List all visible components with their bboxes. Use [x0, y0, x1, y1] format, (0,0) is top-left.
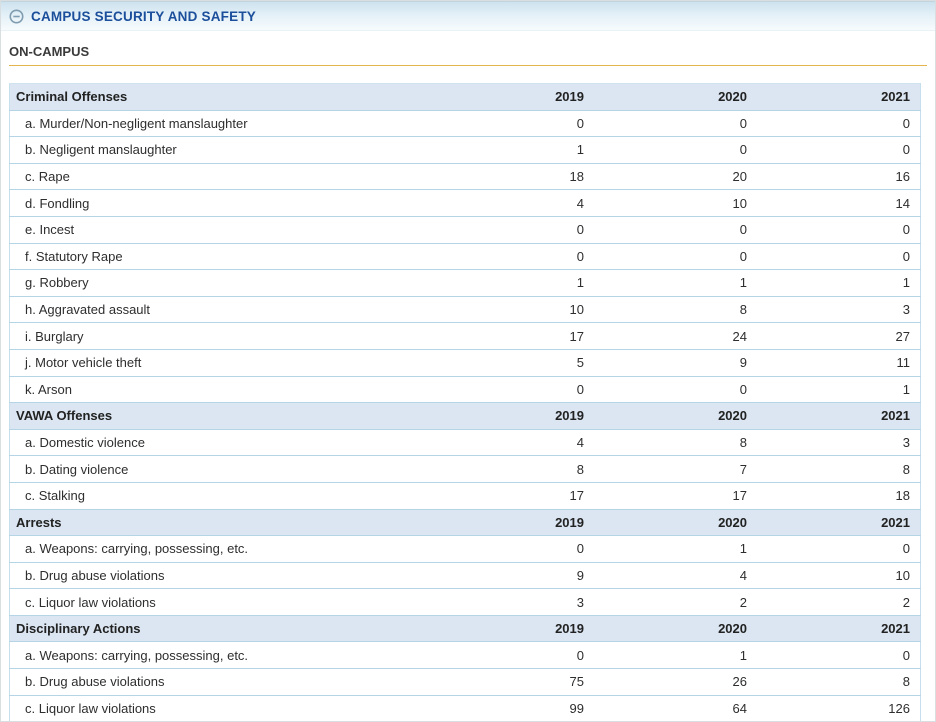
- row-label: b. Drug abuse violations: [25, 567, 165, 583]
- row-value: 8: [739, 302, 747, 318]
- table-row: [10, 429, 921, 456]
- collapse-minus-circle-icon[interactable]: [9, 9, 24, 24]
- row-label: c. Rape: [25, 169, 70, 185]
- table-row: [10, 562, 921, 589]
- row-value: 1: [576, 142, 584, 158]
- table-row: [10, 243, 921, 270]
- row-value: 18: [569, 169, 584, 185]
- row-value: 8: [902, 674, 910, 690]
- row-value: 2: [739, 594, 747, 610]
- row-label: j. Motor vehicle theft: [25, 355, 142, 371]
- row-value: 1: [739, 647, 747, 663]
- table-row: [10, 270, 921, 297]
- row-value: 0: [739, 222, 747, 238]
- row-value: 99: [569, 700, 584, 716]
- section-header-row: [10, 403, 921, 430]
- row-value: 10: [569, 302, 584, 318]
- table-row: [10, 376, 921, 403]
- row-label: f. Statutory Rape: [25, 248, 123, 264]
- row-value: 0: [902, 115, 910, 131]
- section-header-row: [10, 84, 921, 111]
- panel-title: CAMPUS SECURITY AND SAFETY: [31, 8, 256, 24]
- row-value: 3: [902, 302, 910, 318]
- table-row: [10, 695, 921, 722]
- row-value: 8: [902, 461, 910, 477]
- row-value: 0: [902, 142, 910, 158]
- year-column-header: 2020: [718, 89, 747, 105]
- table-row: [10, 669, 921, 696]
- row-label: h. Aggravated assault: [25, 302, 151, 318]
- row-value: 9: [739, 355, 747, 371]
- row-value: 0: [902, 541, 910, 557]
- campus-crime-table: [9, 83, 921, 722]
- table-row: [10, 323, 921, 350]
- row-value: 9: [576, 567, 584, 583]
- row-value: 0: [576, 647, 584, 663]
- table-row: [10, 163, 921, 190]
- section-title: Criminal Offenses: [16, 89, 128, 105]
- row-value: 27: [895, 328, 910, 344]
- row-value: 17: [569, 328, 584, 344]
- row-value: 4: [576, 195, 584, 211]
- section-title: VAWA Offenses: [16, 408, 113, 424]
- row-value: 5: [576, 355, 584, 371]
- row-label: k. Arson: [25, 381, 72, 397]
- row-value: 1: [739, 541, 747, 557]
- year-column-header: 2019: [555, 621, 584, 637]
- row-value: 0: [902, 222, 910, 238]
- row-value: 14: [895, 195, 910, 211]
- row-value: 0: [739, 115, 747, 131]
- section-title: Arrests: [16, 514, 62, 530]
- row-value: 10: [732, 195, 747, 211]
- row-label: d. Fondling: [25, 195, 90, 211]
- year-column-header: 2021: [881, 621, 910, 637]
- year-column-header: 2020: [718, 408, 747, 424]
- row-label: e. Incest: [25, 222, 75, 238]
- year-column-header: 2021: [881, 514, 910, 530]
- row-value: 1: [902, 381, 910, 397]
- section-header-row: [10, 615, 921, 642]
- row-value: 20: [732, 169, 747, 185]
- row-value: 11: [896, 355, 910, 371]
- row-label: b. Negligent manslaughter: [25, 142, 177, 158]
- row-value: 18: [895, 488, 910, 504]
- table-row: [10, 137, 921, 164]
- table-row: [10, 190, 921, 217]
- section-header-row: [10, 509, 921, 536]
- table-row: [10, 349, 921, 376]
- row-value: 24: [732, 328, 747, 344]
- row-value: 126: [888, 700, 910, 716]
- row-value: 17: [732, 488, 747, 504]
- row-value: 0: [576, 381, 584, 397]
- row-label: b. Drug abuse violations: [25, 674, 165, 690]
- row-value: 0: [576, 541, 584, 557]
- year-column-header: 2021: [881, 89, 910, 105]
- row-label: a. Weapons: carrying, possessing, etc.: [25, 647, 249, 663]
- year-column-header: 2020: [718, 621, 747, 637]
- row-label: a. Domestic violence: [25, 435, 145, 451]
- row-value: 1: [902, 275, 910, 291]
- year-column-header: 2021: [881, 408, 910, 424]
- row-value: 17: [569, 488, 584, 504]
- row-value: 8: [576, 461, 584, 477]
- row-value: 4: [739, 567, 747, 583]
- row-value: 1: [576, 275, 584, 291]
- gold-divider: [9, 65, 927, 66]
- row-value: 26: [732, 674, 747, 690]
- row-value: 4: [576, 435, 584, 451]
- table-row: [10, 589, 921, 616]
- row-value: 75: [569, 674, 584, 690]
- year-column-header: 2019: [555, 89, 584, 105]
- row-value: 3: [902, 435, 910, 451]
- row-label: b. Dating violence: [25, 461, 129, 477]
- campus-security-panel-header[interactable]: [1, 1, 935, 31]
- table-row: [10, 296, 921, 323]
- table-row: [10, 456, 921, 483]
- row-value: 0: [576, 115, 584, 131]
- table-row: [10, 110, 921, 137]
- row-value: 2: [902, 594, 910, 610]
- year-column-header: 2019: [555, 408, 584, 424]
- table-row: [10, 642, 921, 669]
- row-label: a. Murder/Non-negligent manslaughter: [25, 115, 248, 131]
- section-title: Disciplinary Actions: [16, 621, 141, 637]
- row-value: 0: [739, 248, 747, 264]
- row-value: 0: [902, 248, 910, 264]
- table-row: [10, 216, 921, 243]
- row-value: 3: [576, 594, 584, 610]
- row-value: 8: [739, 435, 747, 451]
- campus-crime-table-body: [10, 84, 921, 722]
- row-value: 0: [739, 142, 747, 158]
- row-value: 0: [902, 647, 910, 663]
- year-column-header: 2019: [555, 514, 584, 530]
- row-value: 7: [739, 461, 747, 477]
- row-value: 16: [895, 169, 910, 185]
- row-label: g. Robbery: [25, 275, 89, 291]
- row-label: c. Liquor law violations: [25, 700, 156, 716]
- row-value: 0: [576, 248, 584, 264]
- row-label: a. Weapons: carrying, possessing, etc.: [25, 541, 249, 557]
- row-value: 0: [739, 381, 747, 397]
- row-value: 64: [732, 700, 747, 716]
- table-row: [10, 482, 921, 509]
- row-value: 1: [739, 275, 747, 291]
- row-value: 10: [895, 567, 910, 583]
- year-column-header: 2020: [718, 514, 747, 530]
- row-label: c. Liquor law violations: [25, 594, 156, 610]
- row-value: 0: [576, 222, 584, 238]
- row-label: c. Stalking: [25, 488, 85, 504]
- on-campus-heading: ON-CAMPUS: [9, 44, 90, 59]
- table-row: [10, 536, 921, 563]
- row-label: i. Burglary: [25, 328, 84, 344]
